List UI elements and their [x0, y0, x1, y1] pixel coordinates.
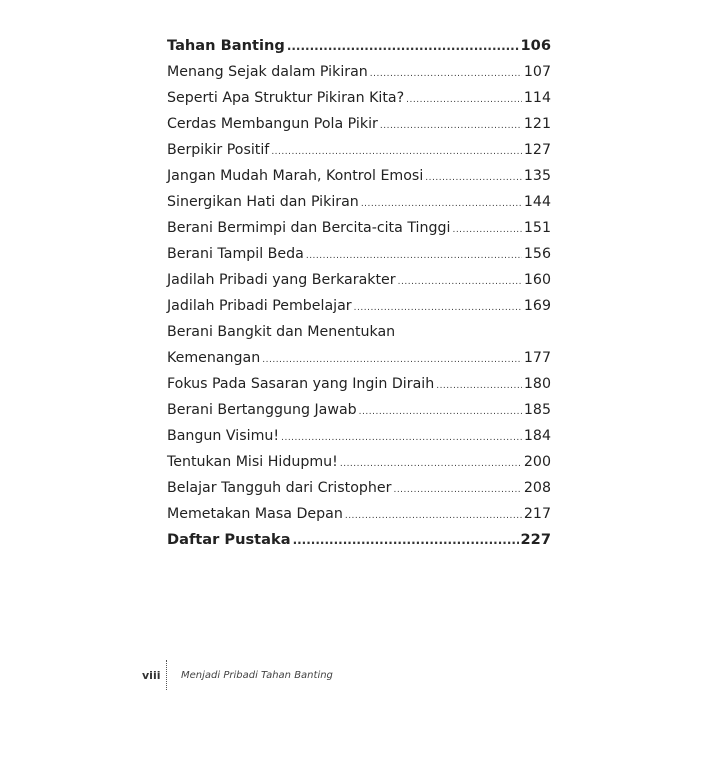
toc-entry-title: Jadilah Pribadi yang Berkarakter	[167, 272, 396, 288]
toc-entry	[167, 527, 551, 553]
toc-entry	[167, 449, 551, 475]
toc-entry-title: Jangan Mudah Marah, Kontrol Emosi	[167, 168, 424, 184]
dot-leader	[361, 191, 522, 217]
toc-entry-page: 127	[523, 142, 551, 158]
toc-entry	[167, 501, 551, 527]
toc-entry	[167, 293, 551, 319]
toc-entry-page: 227	[520, 531, 551, 548]
toc-entry	[167, 241, 551, 267]
toc-entry-page: 144	[523, 194, 551, 210]
toc-entry-page: 114	[523, 90, 551, 106]
toc-entry-title: Berani Bertanggung Jawab	[167, 402, 357, 418]
toc-entry-page: 217	[523, 506, 551, 522]
toc-entry	[167, 345, 551, 371]
toc-entry-page: 208	[523, 480, 551, 496]
toc-entry	[167, 33, 551, 59]
toc-entry	[167, 267, 551, 293]
toc-entry-page: 107	[523, 64, 551, 80]
running-title: Menjadi Pribadi Tahan Banting	[181, 669, 333, 681]
toc-entry-title: Sinergikan Hati dan Pikiran	[167, 194, 359, 210]
toc-entry-page: 156	[523, 246, 551, 262]
dot-leader	[452, 217, 521, 243]
toc-entry-title: Belajar Tangguh dari Cristopher	[167, 480, 392, 496]
dot-leader	[354, 295, 522, 321]
toc-entry	[167, 189, 551, 215]
toc-entry-title: Berani Tampil Beda	[167, 246, 304, 262]
dot-leader	[393, 477, 521, 503]
toc-entry-title: Berani Bermimpi dan Bercita-cita Tinggi	[167, 220, 451, 236]
toc-entry-page: 180	[523, 376, 551, 392]
toc-entry-title: Tentukan Misi Hidupmu!	[167, 454, 338, 470]
toc-entry-page: 169	[523, 298, 551, 314]
dot-leader	[306, 243, 522, 269]
toc-entry-page: 185	[523, 402, 551, 418]
dot-leader	[340, 451, 522, 477]
toc-entry-title: Bangun Visimu!	[167, 428, 280, 444]
toc-entry	[167, 137, 551, 163]
toc-entry-title: Seperti Apa Struktur Pikiran Kita?	[167, 90, 405, 106]
toc-entry	[167, 163, 551, 189]
toc-entry	[167, 111, 551, 137]
dot-leader	[359, 399, 522, 425]
toc-entry	[167, 215, 551, 241]
toc-entry-title: Menang Sejak dalam Pikiran	[167, 64, 368, 80]
toc-entry	[167, 475, 551, 501]
toc-entry-page: 177	[523, 350, 551, 366]
dot-leader	[271, 139, 522, 165]
toc-entry-page: 184	[523, 428, 551, 444]
toc-entry-title: Fokus Pada Sasaran yang Ingin Diraih	[167, 376, 435, 392]
toc-entry-title: Cerdas Membangun Pola Pikir	[167, 116, 378, 132]
dot-leader	[380, 113, 522, 139]
dot-leader	[398, 269, 522, 295]
toc-entry-title-line: Berani Bangkit dan Menentukan	[167, 324, 396, 340]
toc-entry-page: 106	[520, 37, 551, 54]
toc-entry-title: Daftar Pustaka	[167, 531, 291, 548]
page-footer	[142, 660, 333, 690]
toc-entry	[167, 397, 551, 423]
dot-leader	[425, 165, 522, 191]
toc-entry-page: 160	[523, 272, 551, 288]
dot-leader	[436, 373, 522, 399]
toc-entry-page: 151	[523, 220, 551, 236]
toc-entry	[167, 423, 551, 449]
toc-entry-title: Memetakan Masa Depan	[167, 506, 343, 522]
dot-leader	[345, 503, 522, 529]
toc-entry	[167, 371, 551, 397]
table-of-contents	[167, 33, 551, 553]
dot-leader	[293, 527, 519, 553]
dot-leader	[281, 425, 522, 451]
page-number: viii	[142, 668, 161, 682]
toc-entry-page: 135	[523, 168, 551, 184]
toc-entry-title: Tahan Banting	[167, 37, 285, 54]
toc-entry-title: Jadilah Pribadi Pembelajar	[167, 298, 352, 314]
toc-entry-title: Kemenangan	[167, 350, 261, 366]
dot-leader	[406, 87, 522, 113]
dot-leader	[287, 33, 519, 59]
toc-entry-title: Berpikir Positif	[167, 142, 270, 158]
dot-leader	[370, 61, 522, 87]
toc-entry-page: 121	[523, 116, 551, 132]
toc-entry	[167, 85, 551, 111]
toc-entry	[167, 59, 551, 85]
toc-entry-page: 200	[523, 454, 551, 470]
footer-divider	[166, 660, 167, 690]
dot-leader	[262, 347, 522, 373]
